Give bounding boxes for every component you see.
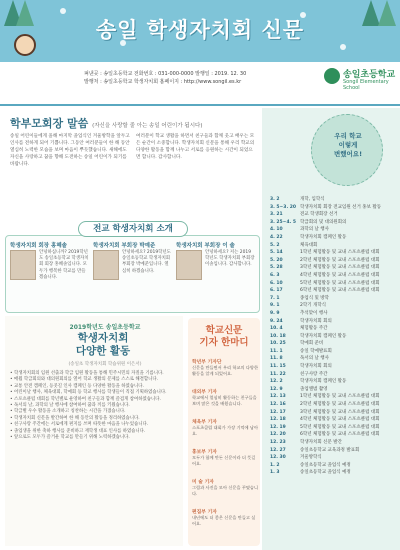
schedule-event: 1학년 체험활동 및 교내 스포츠클럽 대회 (300, 394, 380, 400)
schedule-row (270, 462, 396, 470)
schedule-event: 학예회 준비 (300, 341, 324, 347)
greeting-title: 학부모회장 말씀 (10, 117, 89, 130)
schedule-event: 과학의 날 행사 (300, 227, 329, 233)
school-name: 송일초등학교 (343, 70, 396, 80)
schedule-date: 6. 3 (270, 272, 280, 278)
schedule-event: 학생자치회 회의 (300, 364, 332, 370)
schedule-event: 2학년 체험활동 및 교내 스포츠클럽 대회 (300, 257, 380, 263)
schedule-date: 11. 8 (270, 356, 283, 362)
activities-year-title: 2019학년도 송일초등학교 (69, 324, 141, 331)
schedule-row (270, 348, 396, 356)
schedule-event: 송일초등학교 졸업식 예정 (300, 470, 351, 476)
reporter-name: 편집부 기자 (192, 510, 217, 515)
reporter-name: 체육부 기자 (192, 420, 217, 425)
activity-item: • 독서의 날, 과학의 날 행사에 참여하여 꿈과 끼를 키웠습니다. (10, 403, 130, 409)
schedule-event: 1학년 체험활동 및 교내 스포츠클럽 대회 (300, 250, 380, 256)
schedule-event: 송일초등학교 교육과정 발표회 (300, 447, 360, 453)
activities-title-line-2: 다양한 활동 (75, 345, 131, 357)
schedule-row (270, 469, 396, 477)
schedule-row (270, 226, 396, 234)
reporter-remark: 그림과 사진을 모아 신문을 꾸몄습니다. (192, 485, 259, 496)
schedule-date: 11. 1 (270, 348, 283, 354)
activities-title (28, 332, 178, 358)
schedule-date: 12. 13 (270, 394, 286, 400)
schedule-date: 9. 1 (270, 303, 280, 309)
greeting-paragraph-2: 여러분이 학교 생활을 하면서 친구들과 함께 웃고 배우는 모든 순간이 소중합니다. 학생자치회 신문을 통해 우리 학교의 다양한 활동을 함께 나누고 서로를 응원하는 시간이 되었으면 합니다. 감사합니다. (136, 134, 255, 160)
schedule-date: 1. 2 (270, 462, 280, 468)
schedule-event: 송일초등학교 졸업식 예정 (300, 462, 351, 468)
schedule-row (270, 234, 396, 242)
schedule-date: 10. 4 (270, 326, 283, 332)
reporter-comment (192, 388, 258, 407)
schedule-date: 5. 20 (270, 257, 283, 263)
activities-list (10, 371, 180, 441)
schedule-row (270, 257, 396, 265)
schedule-row (270, 211, 396, 219)
schedule-date: 12. 16 (270, 402, 286, 408)
schedule-row (270, 371, 396, 379)
activity-item: • 학생자치회 신문을 발간하여 한 해 동안의 활동을 정리하였습니다. (10, 415, 140, 421)
schedule-date: 1. 3 (270, 470, 280, 476)
schedule-date: 10. 25 (270, 341, 286, 347)
schedule-event: 추석맞이 행사 (300, 310, 328, 316)
activity-item: • 친구사랑 주간에는 서로에게 편지를 쓰며 따뜻한 마음을 나누었습니다. (10, 422, 149, 428)
schedule-event: 학생자치회 캠페인 활동 (300, 333, 347, 339)
school-logo-icon (324, 68, 340, 84)
schedule-row (270, 287, 396, 295)
officer-intro-title: 전교 학생자치회 소개 (78, 221, 188, 237)
activity-item: • 매월 학급회의와 대의원회의를 열어 학교 생활의 문제를 스스로 해결합니다. (10, 377, 159, 383)
officer-quote: 안녕하십니까? 2019학년도 송일초등학교 학생자치회 회장 홍혜솔입니다. 모두가 행복한 학교를 만들겠습니다. (39, 250, 89, 280)
reporter-remark: 스포츠클럽 대회가 가장 기억에 남아요. (192, 425, 259, 436)
schedule-event: 3학년 체험활동 및 교내 스포츠클럽 대회 (300, 265, 380, 271)
officer-photo (93, 250, 119, 280)
schedule-row (270, 272, 396, 280)
officer-quote: 안녕하세요? 저는 2019학년도 학생자치회 부회장 이솔입니다. 감사합니다. (205, 250, 255, 268)
schedule-event: 4학년 체험활동 및 교내 스포츠클럽 대회 (300, 272, 380, 278)
schedule-date: 3. 5~3. 20 (270, 204, 296, 210)
schedule-date: 5. 28 (270, 265, 283, 271)
schedule-event: 학생자치회 캠페인 활동 (300, 234, 347, 240)
schedule-date: 12. 17 (270, 409, 286, 415)
schedule-row (270, 264, 396, 272)
schedule-event: 5학년 체험활동 및 교내 스포츠클럽 대회 (300, 424, 380, 430)
schedule-event: 졸업앨범 촬영 (300, 386, 328, 392)
schedule-row (270, 439, 396, 447)
schedule-event: 친구사랑 주간 (300, 371, 328, 377)
schedule-date: 3. 2 (270, 197, 280, 202)
reporter-comment (192, 358, 258, 377)
activity-item: • 어린이날 행사, 체육대회, 학예회 등 학교 행사를 학생들이 직접 기획하였습니다. (10, 390, 167, 396)
schedule-date: 12. 9 (270, 386, 283, 392)
officer-name: 학생자치회 부회장 박예준 (93, 243, 156, 249)
schedule-row (270, 280, 396, 288)
schedule-row (270, 340, 396, 348)
officer-name: 학생자치회 회장 홍혜솔 (10, 243, 67, 249)
activities-title-line-1: 학생자치회 (77, 332, 129, 344)
schedule-event: 체험활동 주간 (300, 326, 328, 332)
schedule-row (270, 386, 396, 394)
schedule-row (270, 393, 396, 401)
schedule-date: 3. 25~4. 5 (270, 219, 296, 225)
schedule-date: 11. 22 (270, 371, 286, 377)
schedule-event: 체육대회 (300, 242, 318, 248)
schedule-row (270, 249, 396, 257)
schedule-event: 독서의 날 행사 (300, 356, 329, 362)
reporter-name: 홍보부 기자 (192, 450, 217, 455)
schedule-event: 4학년 체험활동 및 교내 스포츠클럽 대회 (300, 417, 380, 423)
greeting-subtitle: (자신을 사랑할 줄 아는 송일 어린이가 됩시다) (92, 123, 203, 129)
reporter-name: 학년부 기자단 (192, 360, 222, 365)
reporter-column-title (188, 325, 260, 349)
schedule-event: 전교 학생회장 선거 (300, 212, 338, 218)
reporter-comment (192, 418, 258, 437)
schedule-event: 2학기 개학식 (300, 303, 327, 309)
schedule-row (270, 333, 396, 341)
schedule-row (270, 219, 396, 227)
schedule-row (270, 242, 396, 250)
officer-name: 학생자치회 부회장 이 솔 (176, 243, 235, 249)
schedule-event: 학생자치회 회의 (300, 318, 332, 324)
schedule-date: 9. 9 (270, 310, 280, 316)
schedule-date: 3. 21 (270, 212, 283, 218)
schedule-row (270, 454, 396, 462)
school-english-name: Songil Elementary School (343, 79, 389, 91)
reporter-column-title-line-2: 기자 한마디 (199, 337, 249, 348)
reporter-name: 대외부 기자 (192, 390, 217, 395)
schedule-event: 학생자치회 신문 발간 (300, 440, 342, 445)
schedule-date: 12. 19 (270, 424, 286, 430)
schedule-date: 12. 27 (270, 447, 286, 453)
schedule-row (270, 378, 396, 386)
schedule-event: 겨울방학식 (300, 455, 322, 461)
reporter-remark: 내년에도 더 좋은 신문을 만들고 싶어요. (192, 515, 256, 526)
schedule-row (270, 325, 396, 333)
reporter-comment (192, 508, 258, 527)
schedule-row (270, 363, 396, 371)
publication-info (0, 62, 400, 106)
schedule-date: 6. 10 (270, 280, 283, 286)
schedule-row (270, 204, 396, 212)
schedule-date: 12. 2 (270, 379, 283, 385)
snowflake-icon (340, 44, 346, 50)
schedule-event: 학생자치회 회장 전교임원 선거 홍보 활동 (300, 204, 382, 210)
bubble-text: 우리 학교 이렇게 변했어요! (333, 132, 363, 158)
activity-item: • 스포츠클럽 대회를 학년별로 운영하여 친구들과 함께 즐겁게 참여하였습니다. (10, 396, 161, 402)
activity-item: • 앞으로도 모두가 즐거운 학교를 만들기 위해 노력하겠습니다. (10, 435, 130, 441)
schedule-date: 7. 1 (270, 295, 280, 301)
schedule-row (270, 431, 396, 439)
officer-photo (176, 250, 202, 280)
school-schedule-list (270, 196, 396, 477)
activities-author: (송일초 학생자치회 학습위원 이은서) (68, 362, 142, 367)
schedule-date: 6. 17 (270, 288, 283, 294)
officer-photo (10, 250, 36, 280)
schedule-row (270, 196, 396, 204)
speech-bubble (311, 114, 383, 186)
schedule-row (270, 409, 396, 417)
schedule-date: 4. 10 (270, 227, 283, 233)
schedule-date: 12. 30 (270, 455, 286, 461)
schedule-row (270, 302, 396, 310)
reporter-comment (192, 478, 258, 497)
schedule-event: 개학, 입학식 (300, 197, 325, 202)
reporter-remark: 학교에서 열심히 활동하는 친구들을 보며 많은 것을 배웠습니다. (192, 395, 257, 406)
schedule-date: 12. 20 (270, 432, 286, 438)
officer-card (176, 241, 256, 268)
activity-item: • 학급별 우수 활동을 소개하고 칭찬하는 시간을 가졌습니다. (10, 409, 126, 415)
newspaper-masthead (0, 0, 400, 62)
activity-item: • 졸업생을 위한 축하 행사를 준비하고 재학생 대표 인사를 하였습니다. (10, 428, 146, 434)
schedule-row (270, 295, 396, 303)
newspaper-title: 송일 학생자치회 신문 (95, 18, 305, 42)
reporter-comment (192, 448, 258, 467)
schedule-date: 5. 14 (270, 250, 283, 256)
schedule-row (270, 401, 396, 409)
schedule-date: 5. 2 (270, 242, 280, 248)
activity-item: • 학생자치회의 임원 선출과 학급 임원 활동을 통해 민주시민의 자질을 기릅니다. (10, 371, 164, 376)
schedule-event: 2학년 체험활동 및 교내 스포츠클럽 대회 (300, 402, 380, 408)
schedule-date: 11. 15 (270, 364, 286, 370)
officer-card (93, 241, 173, 274)
schedule-row (270, 310, 396, 318)
schedule-row (270, 424, 396, 432)
schedule-event: 6학년 체험활동 및 교내 스포츠클럽 대회 (300, 432, 380, 438)
officer-card (10, 241, 90, 280)
greeting-heading (10, 115, 202, 131)
schedule-event: 송일 학예발표회 (300, 348, 332, 354)
schedule-event: 6학년 체험활동 및 교내 스포츠클럽 대회 (300, 288, 380, 294)
reporter-remark: 모두가 함께 만든 신문이라 더 뜻깊어요. (192, 455, 256, 466)
schedule-date: 12. 23 (270, 440, 286, 445)
schedule-date: 4. 22 (270, 234, 283, 240)
schedule-event: 학생자치회 캠페인 활동 (300, 379, 347, 385)
reporter-remark: 신문을 만들면서 우리 학교의 다양한 활동을 알게 되었어요. (192, 365, 259, 376)
schedule-date: 10. 18 (270, 333, 286, 339)
schedule-row (270, 447, 396, 455)
homepage-line: 발행처 : 송일초등학교 학생자치회 홈페이지 : http://www.songil.es.kr (84, 79, 242, 85)
schedule-event: 학급회의 및 대의원회의 (300, 219, 347, 225)
schedule-event: 종업식 및 방학 (300, 295, 329, 301)
schedule-event: 3학년 체험활동 및 교내 스포츠클럽 대회 (300, 409, 380, 415)
schedule-event: 5학년 체험활동 및 교내 스포츠클럽 대회 (300, 280, 380, 286)
activity-item: • 교통 안전 캠페인, 등굣길 인사 캠페인 등 다양한 활동을 하였습니다. (10, 383, 144, 389)
schedule-row (270, 355, 396, 363)
schedule-date: 9. 24 (270, 318, 283, 324)
schedule-row (270, 318, 396, 326)
greeting-paragraph-1: 송일 어린이들에게 올해 마지막 졸업식인 겨울방학을 앞두고 인사를 전하게 되어 기쁩니다. 그동안 여러분들이 한 해 동안 열심히 노력한 모습을 보며 마음이 뿌듯했습니다. 새해에도 자신을 사랑하고 꿈을 향해 도전하는 송일 어린이가 되기를 바랍니다. (10, 134, 130, 167)
officer-quote: 안녕하세요? 2019학년도 송일초등학교 학생자치회 부회장 박예준입니다. 열심히 하겠습니다. (122, 250, 171, 274)
schedule-date: 12. 18 (270, 417, 286, 423)
reporter-column-title-line-1: 학교신문 (205, 325, 243, 336)
reporter-name: 미 술 기자 (192, 480, 214, 485)
publisher-line: 펴낸곳 : 송일초등학교 전화번호 : 031-000-0000 발행일 : 2019. 12. 30 (84, 71, 247, 77)
schedule-row (270, 416, 396, 424)
